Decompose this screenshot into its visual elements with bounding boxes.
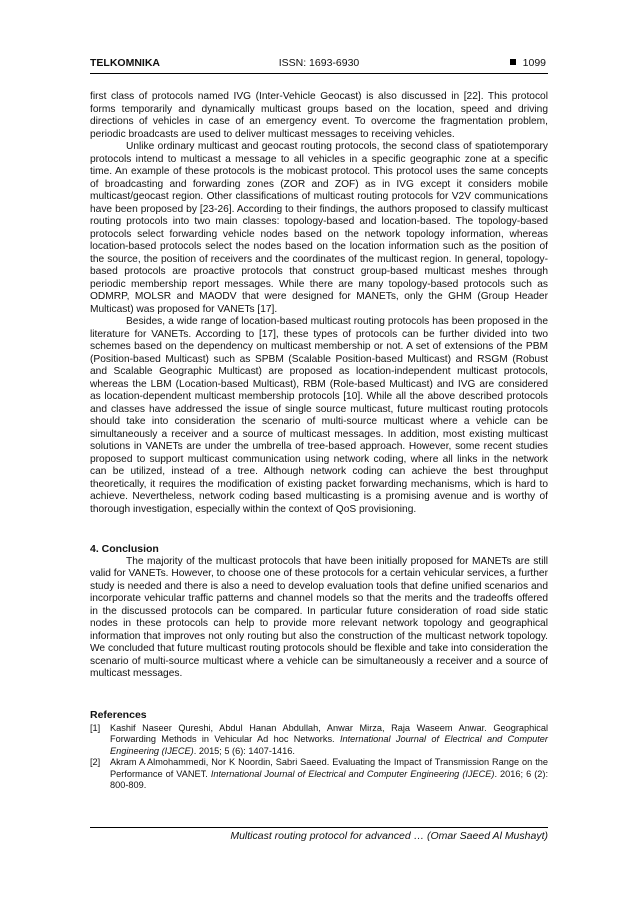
reference-journal: International Journal of Electrical and Computer Engineering (IJECE) bbox=[110, 734, 548, 756]
journal-name: TELKOMNIKA bbox=[90, 57, 160, 69]
body-paragraph: first class of protocols named IVG (Inter-Vehicle Geocast) is also discussed in [22]. This protocol forms temporarily and dynamically multicast groups based on the location, speed and driving directions of vehicles in case of an emergency event. To overcome the fragmentation problem, periodic broadcasts are used to deliver multicast messages to receiving vehicles. bbox=[90, 91, 548, 140]
page-number-block bbox=[510, 57, 546, 69]
issn: ISSN: 1693-6930 bbox=[278, 57, 360, 69]
reference-number: [1] bbox=[90, 723, 101, 733]
reference-journal: International Journal of Electrical and Computer Engineering (IJECE) bbox=[210, 768, 495, 779]
section-heading-conclusion: 4. Conclusion bbox=[90, 543, 159, 555]
reference-item bbox=[90, 723, 548, 757]
conclusion-paragraph: The majority of the multicast protocols that have been initially proposed for MANETs are still valid for VANETs. However, to choose one of these protocols for a certain vehicular services, a further study is needed and there is also a need to develop evaluation tools that define unified scenarios and incorporate vehicular traffic patterns and channel models so that the merits and the tradeoffs offered in the discussed protocols can be compared. In particular future consideration of road side static nodes in these protocols can help to provide more relevant network topology and geographical information that improves not only routing but also the construction of the multicast network topology. We concluded that future multicast routing protocols should be flexible and take into consideration the scenario of multi-source multicast where a vehicle can be simultaneously a receiver and a source of multicast messages. bbox=[90, 555, 548, 679]
body-paragraph: Besides, a wide range of location-based multicast routing protocols has been proposed in the literature for VANETs. According to [17], these types of protocols can be further divided into two schemes based on the dependency on multicast membership or not. A set of extensions of the PBM (Position-based Multicast) such as SPBM (Scalable Position-based Multicast) and RSGM (Robust and Scalable Geographic Multicast) are proposed as location-independent multicast protocols, whereas the LBM (Location-based Multicast), RBM (Role-based Multicast) and IVG are considered as location-dependent multicast membership protocols [10]. While all the above described protocols and classes have addressed the issue of single source multicast, future multicast routing protocols should take into consideration the scenario of multi-source multicast where a vehicle can be simultaneously a receiver and a source of multicast messages. In addition, most existing multicast solutions in VANETs are under the umbrella of tree-based approach. However, some recent studies proposed to support multicast communication using network coding, where all links in the network can be utilized, instead of a tree. Although network coding can achieve the best throughput theoretically, it requires the modification of existing packet forwarding mechanisms, which is hard to achieve. Nevertheless, network coding based multicasting is a promising avenue and is worthy of thorough investigation, especially within the context of QoS provisioning. bbox=[90, 316, 548, 515]
square-bullet-icon bbox=[510, 59, 516, 65]
section-heading-references: References bbox=[90, 708, 147, 721]
page-number: 1099 bbox=[522, 57, 546, 69]
reference-item bbox=[90, 757, 548, 791]
page-header bbox=[90, 57, 548, 74]
reference-text bbox=[110, 723, 548, 757]
body-paragraph: Unlike ordinary multicast and geocast routing protocols, the second class of spatiotemporary protocols intend to multicast a message to all vehicles in a specific geographic zone at a specific time. An example of these protocols is the mobicast protocol. This protocol uses the same concepts of broadcasting and forwarding zones (ZOR and ZOF) as in IVG except it considers mobile multicast/geocast region. Other classifications of multicast routing protocols for V2V communications have been proposed by [23-26]. According to their findings, the authors proposed to classify multicast routing protocols into two main classes: topology-based and location-based. The topology-based protocols select forwarding vehicle nodes based on the network topology information, whereas location-based protocols select the nodes based on the location information such as the position of the source, the position of receivers and the coordinates of the multicast region. In general, topology-based protocols are proactive protocols that construct group-based multicast meshes through periodic membership report messages. While there are many topology-based protocols such as ODMRP, MOLSR and MAODV that were designed for MANETs, only the GHM (Group Header Multicast) was proposed for VANETs [17]. bbox=[90, 141, 548, 315]
reference-authors-title: Kashif Naseer Qureshi, Abdul Hanan Abdullah, Anwar Mirza, Raja Waseem Anwar. Geographical Forwarding Methods in Vehicular Ad hoc Networks. bbox=[110, 723, 548, 745]
reference-authors-title: Akram A Almohammedi, Nor K Noordin, Sabri Saeed. Evaluating the Impact of Transmission Range on the Performance of VANET. bbox=[110, 757, 548, 779]
reference-text bbox=[110, 757, 548, 791]
reference-details: . 2015; 5 (6): 1407-1416. bbox=[193, 745, 295, 756]
running-title: Multicast routing protocol for advanced … (Omar Saeed Al Mushayt) bbox=[230, 830, 548, 842]
reference-number: [2] bbox=[90, 757, 101, 768]
reference-list bbox=[90, 723, 548, 791]
page-footer bbox=[90, 827, 548, 842]
reference-details: . 2016; 6 (2): 800-809. bbox=[110, 768, 548, 791]
body-text bbox=[90, 91, 548, 791]
